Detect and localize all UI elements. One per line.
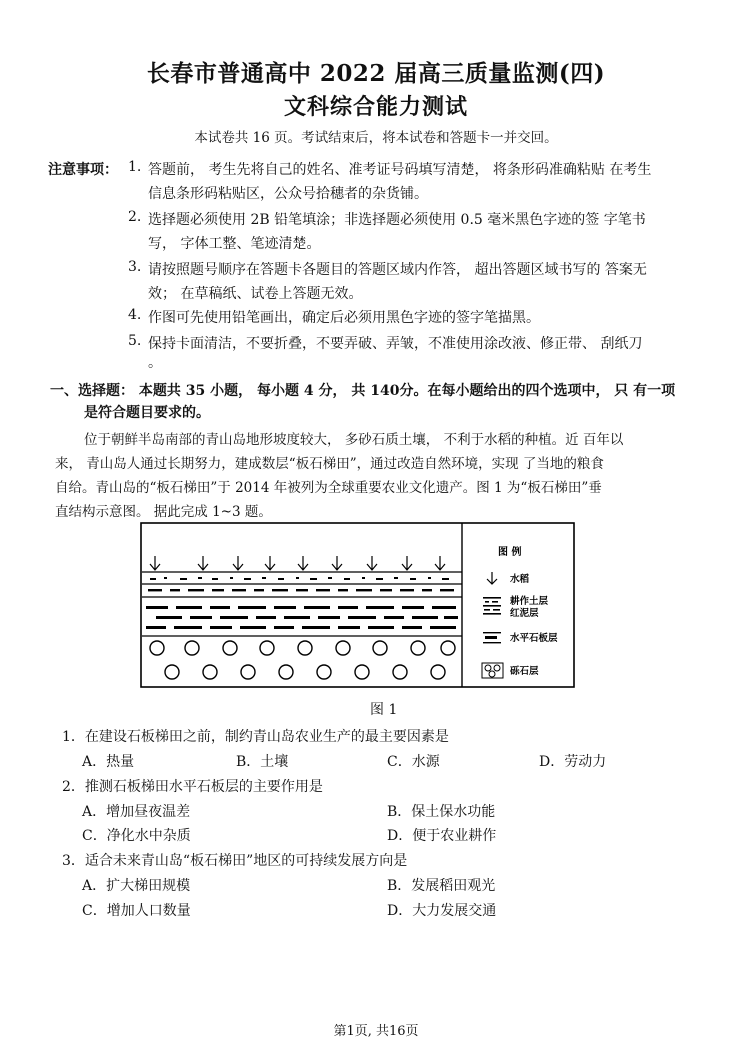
option-d: D．劳动力 xyxy=(539,754,607,770)
question-stem: 3．适合未来青山岛“板石梯田”地区的可持续发展方向是 xyxy=(62,853,408,869)
section-heading: 是符合题目要求的。 xyxy=(84,405,210,421)
note-text: 写， 字体工整、笔迹清楚。 xyxy=(148,236,321,252)
note-text: 答题前， 考生先将自己的姓名、准考证号码填写清楚， 将条形码准确粘贴 在考生 xyxy=(148,162,652,178)
legend-title: 图 例 xyxy=(498,547,522,558)
note-number: 4. xyxy=(128,307,142,323)
note-text: 作图可先使用铅笔画出，确定后必须用黑色字迹的签字笔描黑。 xyxy=(148,310,540,326)
legend-label-stone-slab: 水平石板层 xyxy=(510,633,558,644)
exam-subject: 文科综合能力测试 xyxy=(283,94,468,120)
notes-label: 注意事项： xyxy=(48,162,118,178)
passage-line: 直结构示意图。 据此完成 1~3 题。 xyxy=(55,504,272,520)
note-text: 选择题必须使用 2B 铅笔填涂；非选择题必须使用 0.5 毫米黑色字迹的签 字笔书 xyxy=(148,212,646,228)
passage-line: 自给。青山岛的“板石梯田”于 2014 年被列为全球重要农业文化遗产。图 1 为“板石梯田”垂 xyxy=(55,480,602,496)
red-clay-dashes xyxy=(148,589,454,591)
legend-label-red-clay: 红泥层 xyxy=(510,608,539,619)
question-stem: 2．推测石板梯田水平石板层的主要作用是 xyxy=(62,779,323,795)
option-c: C．增加人口数量 xyxy=(82,903,191,919)
note-text: 信息条形码粘贴区，公众号拾穗者的杂货铺。 xyxy=(148,186,428,202)
exam-instructions-note: 本试卷共 16 页。考试结束后，将本试卷和答题卡一并交回。 xyxy=(194,130,558,146)
note-text: 请按照题号顺序在答题卡各题目的答题区域内作答， 超出答题区域书写的 答案无 xyxy=(148,262,647,278)
terrace-structure-diagram xyxy=(140,522,575,688)
option-a: A．热量 xyxy=(82,754,135,770)
note-text: 保持卡面清洁，不要折叠，不要弄破、弄皱，不准使用涂改液、修正带、 刮纸刀 xyxy=(148,336,643,352)
exam-title: 长春市普通高中 2022 届高三质量监测(四) xyxy=(146,60,606,87)
legend-label-rice: 水稻 xyxy=(510,574,530,585)
option-d: D．大力发展交通 xyxy=(387,903,497,919)
note-number: 2. xyxy=(128,209,142,225)
legend-label-gravel: 砾石层 xyxy=(510,666,539,677)
figure-caption: 图 1 xyxy=(370,702,398,718)
option-a: A．扩大梯田规模 xyxy=(82,878,191,894)
option-d: D．便于农业耕作 xyxy=(387,828,497,844)
page-number: 第1页, 共16页 xyxy=(333,1024,419,1039)
question-stem: 1．在建设石板梯田之前，制约青山岛农业生产的最主要因素是 xyxy=(62,729,449,745)
option-c: C．净化水中杂质 xyxy=(82,828,191,844)
note-text: 效； 在草稿纸、试卷上答题无效。 xyxy=(148,286,363,302)
note-number: 5. xyxy=(128,333,142,349)
section-heading: 一、选择题： 本题共 35 小题， 每小题 4 分， 共 140分。在每小题给出的四个选项中， 只 有一项 xyxy=(50,383,676,399)
passage-line: 来， 青山岛人通过长期努力，建成数层“板石梯田”，通过改造自然环境，实现 了当地的粮食 xyxy=(55,456,604,472)
note-number: 3. xyxy=(128,259,142,275)
option-b: B．保土保水功能 xyxy=(387,804,496,820)
option-b: B．发展稻田观光 xyxy=(387,878,496,894)
note-text: 。 xyxy=(148,355,162,371)
option-a: A．增加昼夜温差 xyxy=(82,804,191,820)
option-c: C．水源 xyxy=(387,754,440,770)
legend-label-tilled-soil: 耕作土层 xyxy=(510,596,549,607)
option-b: B．土壤 xyxy=(236,754,289,770)
note-number: 1. xyxy=(128,159,142,175)
passage-line: 位于朝鲜半岛南部的青山岛地形坡度较大， 多砂石质土壤， 不利于水稻的种植。近 百年以 xyxy=(84,432,624,448)
